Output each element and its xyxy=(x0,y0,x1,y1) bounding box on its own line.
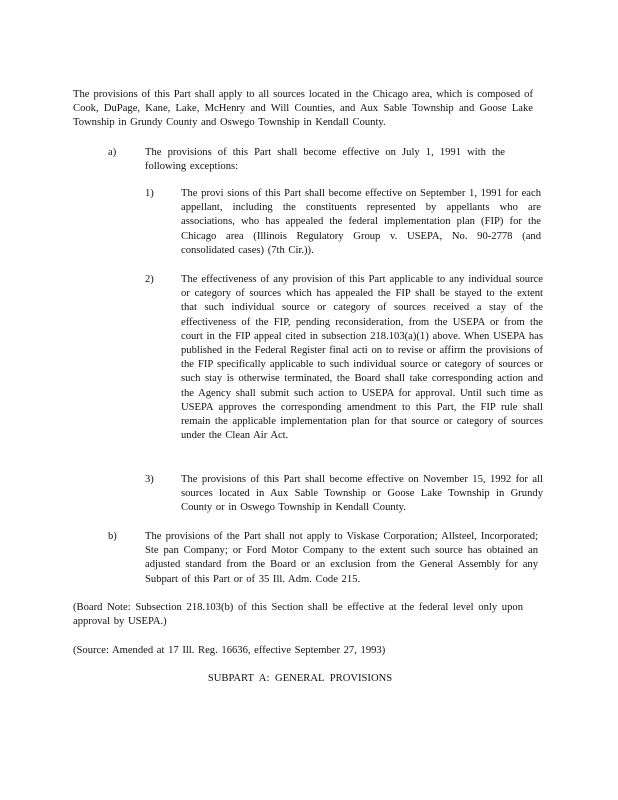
subsection-b-text: The provisions of the Part shall not apply to Viskase Corporation; Allsteel, Incorporated; Ste pan Company; or Ford Motor Company to the extent such source has obtained an adjusted standard from the Board or an exclusion from the General Assembly for any Subpart of this Part or of 35 Ill. Adm. Code 215. xyxy=(145,531,538,585)
item-3-text: The provisions of this Part shall become effective on November 15, 1992 for all sources located in Aux Sable Township or Goose Lake Township in Grundy County or in Oswego Township in Kendall County. xyxy=(181,474,543,514)
item-3-marker: 3) xyxy=(145,474,154,485)
board-note: (Board Note: Subsection 218.103(b) of this Section shall be effective at the federal level only upon approval by USEPA.) xyxy=(73,602,523,628)
item-2-marker: 2) xyxy=(145,274,154,285)
source-note: (Source: Amended at 17 Ill. Reg. 16636, effective September 27, 1993) xyxy=(73,645,386,656)
item-1-marker: 1) xyxy=(145,188,154,199)
subsection-b-marker: b) xyxy=(108,531,117,542)
item-1-text: The provi sions of this Part shall become effective on September 1, 1991 for each appellant, including the constituents represented by appellants who are associations, who has appealed the federal implementation plan (FIP) for the Chicago area (Illinois Regulatory Group v. USEPA, No. 90-2778 (and consolidated cases) (7th Cir.)). xyxy=(181,188,541,256)
intro-paragraph: The provisions of this Part shall apply to all sources located in the Chicago area, which is composed of Cook, DuPage, Kane, Lake, McHenry and Will Counties, and Aux Sable Township and Goose Lake Township in Grundy County and Oswego Township in Kendall County. xyxy=(73,89,533,129)
subpart-heading: SUBPART A: GENERAL PROVISIONS xyxy=(207,673,393,684)
item-2-text: The effectiveness of any provision of this Part applicable to any individual source or category of sources which has appealed the FIP shall be stayed to the extent that such individual source or category of sources received a stay of the effectiveness of the FIP, pending reconsideration, from the USEPA or from the court in the FIP appeal cited in subsection 218.103(a)(1) above. When USEPA has published in the Federal Register final acti on to revise or affirm the provisions of the FIP specifically applicable to such individual source or category of sources or such stay is otherwise terminated, the Board shall take corresponding action and the Agency shall submit such action to USEPA for approval. Until such time as USEPA approves the corresponding amendment to this Part, the FIP rule shall remain the applicable implementation plan for that source or category of sources under the Clean Air Act. xyxy=(181,274,543,442)
subsection-a-marker: a) xyxy=(108,147,117,158)
subsection-a-text: The provisions of this Part shall become effective on July 1, 1991 with the following exceptions: xyxy=(145,147,505,173)
